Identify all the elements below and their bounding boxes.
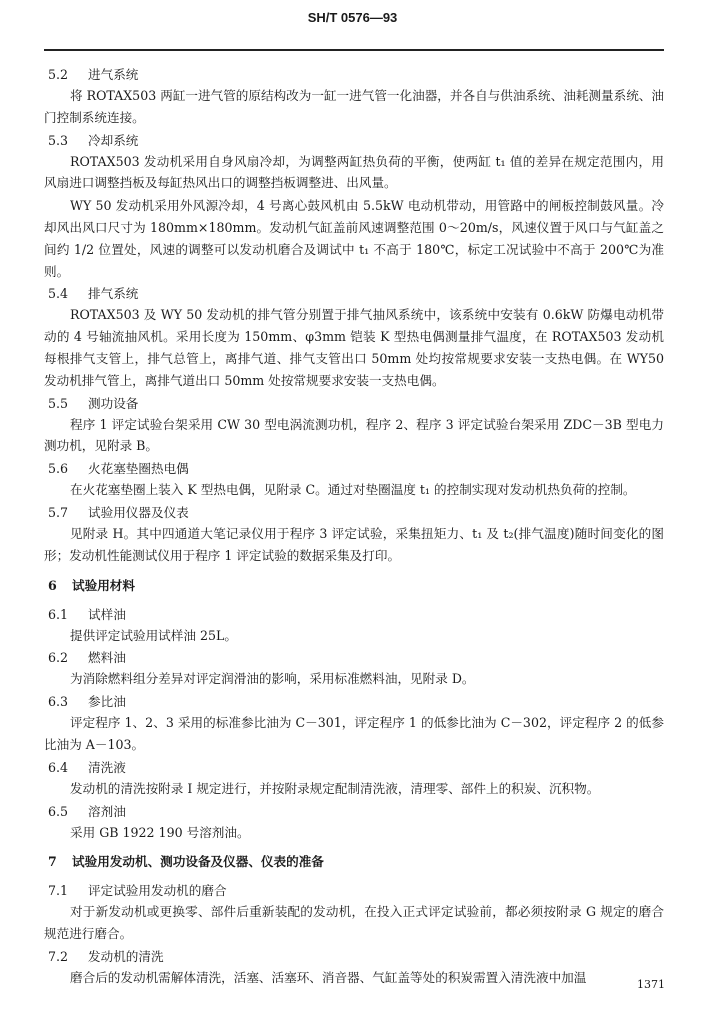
paragraph: 发动机的清洗按附录 I 规定进行，并按附录规定配制清洗液，清理零、部件上的积炭、沉积物。 — [70, 780, 600, 796]
subsection-heading — [44, 880, 664, 901]
header-rule — [44, 49, 664, 51]
subsection-heading — [44, 801, 664, 822]
subsection-heading — [44, 946, 664, 967]
subsection-heading — [44, 458, 664, 479]
paragraph: 见附录 H。其中四通道大笔记录仪用于程序 3 评定试验，采集扭矩力、t₁ 及 t₂(排气温度)随时间变化的图形；发动机性能测试仪用于程序 1 评定试验的数据采集及打印。 — [44, 525, 664, 563]
heading-number: 6.5 — [48, 803, 69, 819]
paragraph: ROTAX503 发动机采用自身风扇冷却，为调整两缸热负荷的平衡，使两缸 t₁ 值的差异在规定范围内，用风扇进口调整挡板及每缸热风出口的调整挡板调整进、出风量。 — [44, 153, 664, 191]
subsection-heading — [44, 64, 664, 85]
heading-title: 试样油 — [88, 606, 126, 622]
paragraph: 在火花塞垫圈上装入 K 型热电偶，见附录 C。通过对垫圈温度 t₁ 的控制实现对发动机热负荷的控制。 — [70, 482, 636, 498]
paragraph: 磨合后的发动机需解体清洗，活塞、活塞环、消音器、气缸盖等处的积炭需置入清洗液中加温 — [70, 969, 587, 985]
heading-number: 5.2 — [48, 67, 69, 82]
heading-title: 燃料油 — [88, 650, 126, 666]
heading-title: 试验用材料 — [72, 577, 135, 593]
heading-number: 6.1 — [48, 606, 69, 622]
heading-title: 清洗液 — [88, 759, 126, 775]
heading-title: 排气系统 — [88, 286, 139, 302]
heading-number: 7.1 — [48, 883, 69, 899]
standard-code-header: SH/T 0576—93 — [307, 10, 398, 25]
heading-number: 5.6 — [48, 461, 69, 477]
subsection-heading — [44, 604, 664, 625]
subsection-heading — [44, 647, 664, 668]
paragraph: 评定程序 1、2、3 采用的标准参比油为 C－301，评定程序 1 的低参比油为 C－302，评定程序 2 的低参比油为 A－103。 — [44, 715, 664, 752]
document-body — [44, 64, 664, 990]
heading-number: 5.3 — [48, 132, 69, 148]
subsection-heading — [44, 502, 664, 523]
subsection-heading — [44, 283, 664, 304]
paragraph: 对于新发动机或更换零、部件后重新装配的发动机，在投入正式评定试验前，都必须按附录 G 规定的磨合规范进行磨合。 — [44, 904, 664, 942]
heading-title: 评定试验用发动机的磨合 — [88, 883, 227, 899]
heading-title: 试验用发动机、测功设备及仪器、仪表的准备 — [72, 854, 324, 870]
heading-title: 火花塞垫圈热电偶 — [88, 461, 189, 477]
subsection-heading — [44, 393, 664, 414]
subsection-heading — [44, 130, 664, 151]
heading-number: 7.2 — [48, 948, 69, 964]
heading-number: 5.5 — [48, 395, 69, 411]
paragraph: 采用 GB 1922 190 号溶剂油。 — [70, 824, 250, 840]
section-heading — [44, 575, 664, 596]
page-number: 1371 — [637, 978, 665, 991]
heading-title: 参比油 — [88, 694, 126, 710]
paragraph: WY 50 发动机采用外风源冷却，4 号离心鼓风机由 5.5kW 电动机带动，用管路中的闸板控制鼓风量。冷却风出风口尺寸为 180mm×180mm。发动机气缸盖前风速调整范围 0～20m/s，风速仪置于风口与气缸盖之间约 1/2 位置处，风速的调整可以发动机磨合及调试中 t₁ 不高于 180℃，标定工况试验中不高于 200℃为准则。 — [44, 198, 664, 279]
heading-title: 溶剂油 — [88, 803, 126, 819]
heading-title: 测功设备 — [88, 395, 139, 411]
heading-title: 试验用仪器及仪表 — [88, 504, 189, 520]
paragraph: 将 ROTAX503 两缸一进气管的原结构改为一缸一进气管一化油器，并各自与供油系统、油耗测量系统、油门控制系统连接。 — [44, 88, 664, 125]
heading-number: 6.2 — [48, 650, 69, 666]
section-heading — [44, 851, 664, 872]
subsection-heading — [44, 691, 664, 712]
paragraph: ROTAX503 及 WY 50 发动机的排气管分别置于排气抽风系统中，该系统中安装有 0.6kW 防爆电动机带动的 4 号轴流抽风机。采用长度为 150mm、φ3mm 铠装 K 型热电偶测量排气温度，在 ROTAX503 发动机每根排气支管上，排气总管上，离排气道、排气支管出口 50mm 处均按常规要求安装一支热电偶。在 WY50 发动机排气管上，离排气道出口 50mm 处按常规要求安装一支热电偶。 — [44, 307, 664, 388]
heading-title: 冷却系统 — [88, 132, 139, 148]
heading-title: 进气系统 — [88, 67, 139, 82]
paragraph: 提供评定试验用试样油 25L。 — [70, 627, 237, 643]
paragraph: 为消除燃料组分差异对评定润滑油的影响，采用标准燃料油，见附录 D。 — [70, 671, 475, 687]
heading-number: 5.7 — [48, 504, 69, 520]
paragraph: 程序 1 评定试验台架采用 CW 30 型电涡流测功机，程序 2、程序 3 评定试验台架采用 ZDC－3B 型电力测功机，见附录 B。 — [44, 416, 664, 454]
heading-number: 5.4 — [48, 286, 69, 302]
heading-title: 发动机的清洗 — [88, 948, 164, 964]
heading-number: 6 — [48, 577, 57, 593]
subsection-heading — [44, 757, 664, 778]
heading-number: 6.4 — [48, 759, 69, 775]
heading-number: 7 — [48, 854, 57, 870]
heading-number: 6.3 — [48, 694, 69, 710]
